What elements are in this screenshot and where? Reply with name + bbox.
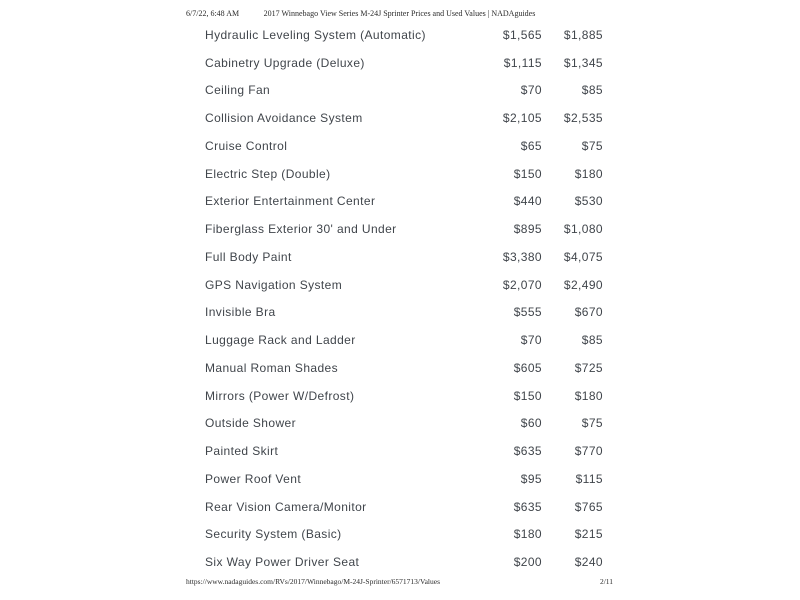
table-row (205, 21, 603, 49)
option-price-low: $180 (513, 527, 542, 542)
option-label: Cruise Control (205, 138, 288, 153)
option-label: Cabinetry Upgrade (Deluxe) (205, 55, 365, 70)
table-row (205, 465, 603, 493)
option-price-high: $240 (574, 555, 603, 570)
option-price-high: $2,490 (563, 277, 603, 292)
table-row (205, 548, 603, 576)
option-price-high: $1,080 (563, 222, 603, 237)
option-label: Outside Shower (205, 416, 296, 431)
option-price-high: $670 (574, 305, 603, 320)
table-row (205, 271, 603, 299)
option-price-low: $70 (520, 83, 542, 98)
option-price-low: $200 (513, 555, 542, 570)
option-label: Power Roof Vent (205, 471, 302, 486)
option-label: Mirrors (Power W/Defrost) (205, 388, 355, 403)
option-price-high: $530 (574, 194, 603, 209)
print-header-title: 2017 Winnebago View Series M-24J Sprinter Prices and Used Values | NADAguides (263, 9, 536, 18)
option-price-low: $150 (513, 388, 542, 403)
table-row (205, 160, 603, 188)
option-price-high: $85 (581, 333, 603, 348)
option-label: Manual Roman Shades (205, 360, 339, 375)
option-label: Painted Skirt (205, 444, 279, 459)
option-price-low: $70 (520, 333, 542, 348)
option-label: Rear Vision Camera/Monitor (205, 499, 367, 514)
option-price-low: $635 (513, 499, 542, 514)
table-row (205, 188, 603, 216)
option-price-low: $1,565 (502, 27, 542, 42)
table-row (205, 299, 603, 327)
table-row (205, 215, 603, 243)
option-price-high: $765 (574, 499, 603, 514)
options-price-table (205, 21, 603, 576)
print-footer-url: https://www.nadaguides.com/RVs/2017/Winnebago/M-24J-Sprinter/6571713/Values (186, 577, 441, 586)
option-label: Collision Avoidance System (205, 111, 363, 126)
table-row (205, 49, 603, 77)
option-price-low: $65 (520, 138, 542, 153)
option-label: Ceiling Fan (205, 83, 271, 98)
option-price-high: $770 (574, 444, 603, 459)
print-footer-page-number: 2/11 (599, 577, 613, 586)
option-price-low: $2,070 (502, 277, 542, 292)
table-row (205, 104, 603, 132)
option-price-low: $3,380 (502, 249, 542, 264)
option-price-low: $605 (513, 360, 542, 375)
table-row (205, 77, 603, 105)
table-row (205, 437, 603, 465)
option-price-high: $85 (581, 83, 603, 98)
table-row (205, 410, 603, 438)
option-price-high: $2,535 (563, 111, 603, 126)
option-label: GPS Navigation System (205, 277, 343, 292)
option-price-high: $75 (581, 416, 603, 431)
option-price-high: $1,885 (563, 27, 603, 42)
option-price-low: $1,115 (503, 55, 542, 70)
option-label: Fiberglass Exterior 30' and Under (205, 222, 397, 237)
option-price-high: $1,345 (563, 55, 603, 70)
table-row (205, 132, 603, 160)
option-price-high: $180 (574, 166, 603, 181)
option-label: Exterior Entertainment Center (205, 194, 376, 209)
option-price-high: $180 (574, 388, 603, 403)
table-row (205, 243, 603, 271)
print-header-datetime: 6/7/22, 6:48 AM (186, 9, 240, 18)
option-price-low: $150 (513, 166, 542, 181)
table-row (205, 493, 603, 521)
option-label: Hydraulic Leveling System (Automatic) (205, 27, 426, 42)
option-label: Security System (Basic) (205, 527, 342, 542)
option-price-high: $115 (575, 471, 603, 486)
option-price-low: $2,105 (502, 111, 542, 126)
option-price-low: $555 (513, 305, 542, 320)
option-label: Luggage Rack and Ladder (205, 333, 356, 348)
option-price-low: $895 (513, 222, 542, 237)
option-price-low: $95 (520, 471, 542, 486)
option-price-low: $635 (513, 444, 542, 459)
table-row (205, 354, 603, 382)
option-price-high: $725 (574, 360, 603, 375)
option-price-high: $215 (574, 527, 603, 542)
table-row (205, 326, 603, 354)
option-price-low: $60 (520, 416, 542, 431)
table-row (205, 521, 603, 549)
option-label: Invisible Bra (205, 305, 276, 320)
option-label: Six Way Power Driver Seat (205, 555, 360, 570)
option-price-high: $75 (581, 138, 603, 153)
option-price-low: $440 (513, 194, 542, 209)
option-label: Electric Step (Double) (205, 166, 331, 181)
option-label: Full Body Paint (205, 249, 292, 264)
table-row (205, 382, 603, 410)
option-price-high: $4,075 (563, 249, 603, 264)
